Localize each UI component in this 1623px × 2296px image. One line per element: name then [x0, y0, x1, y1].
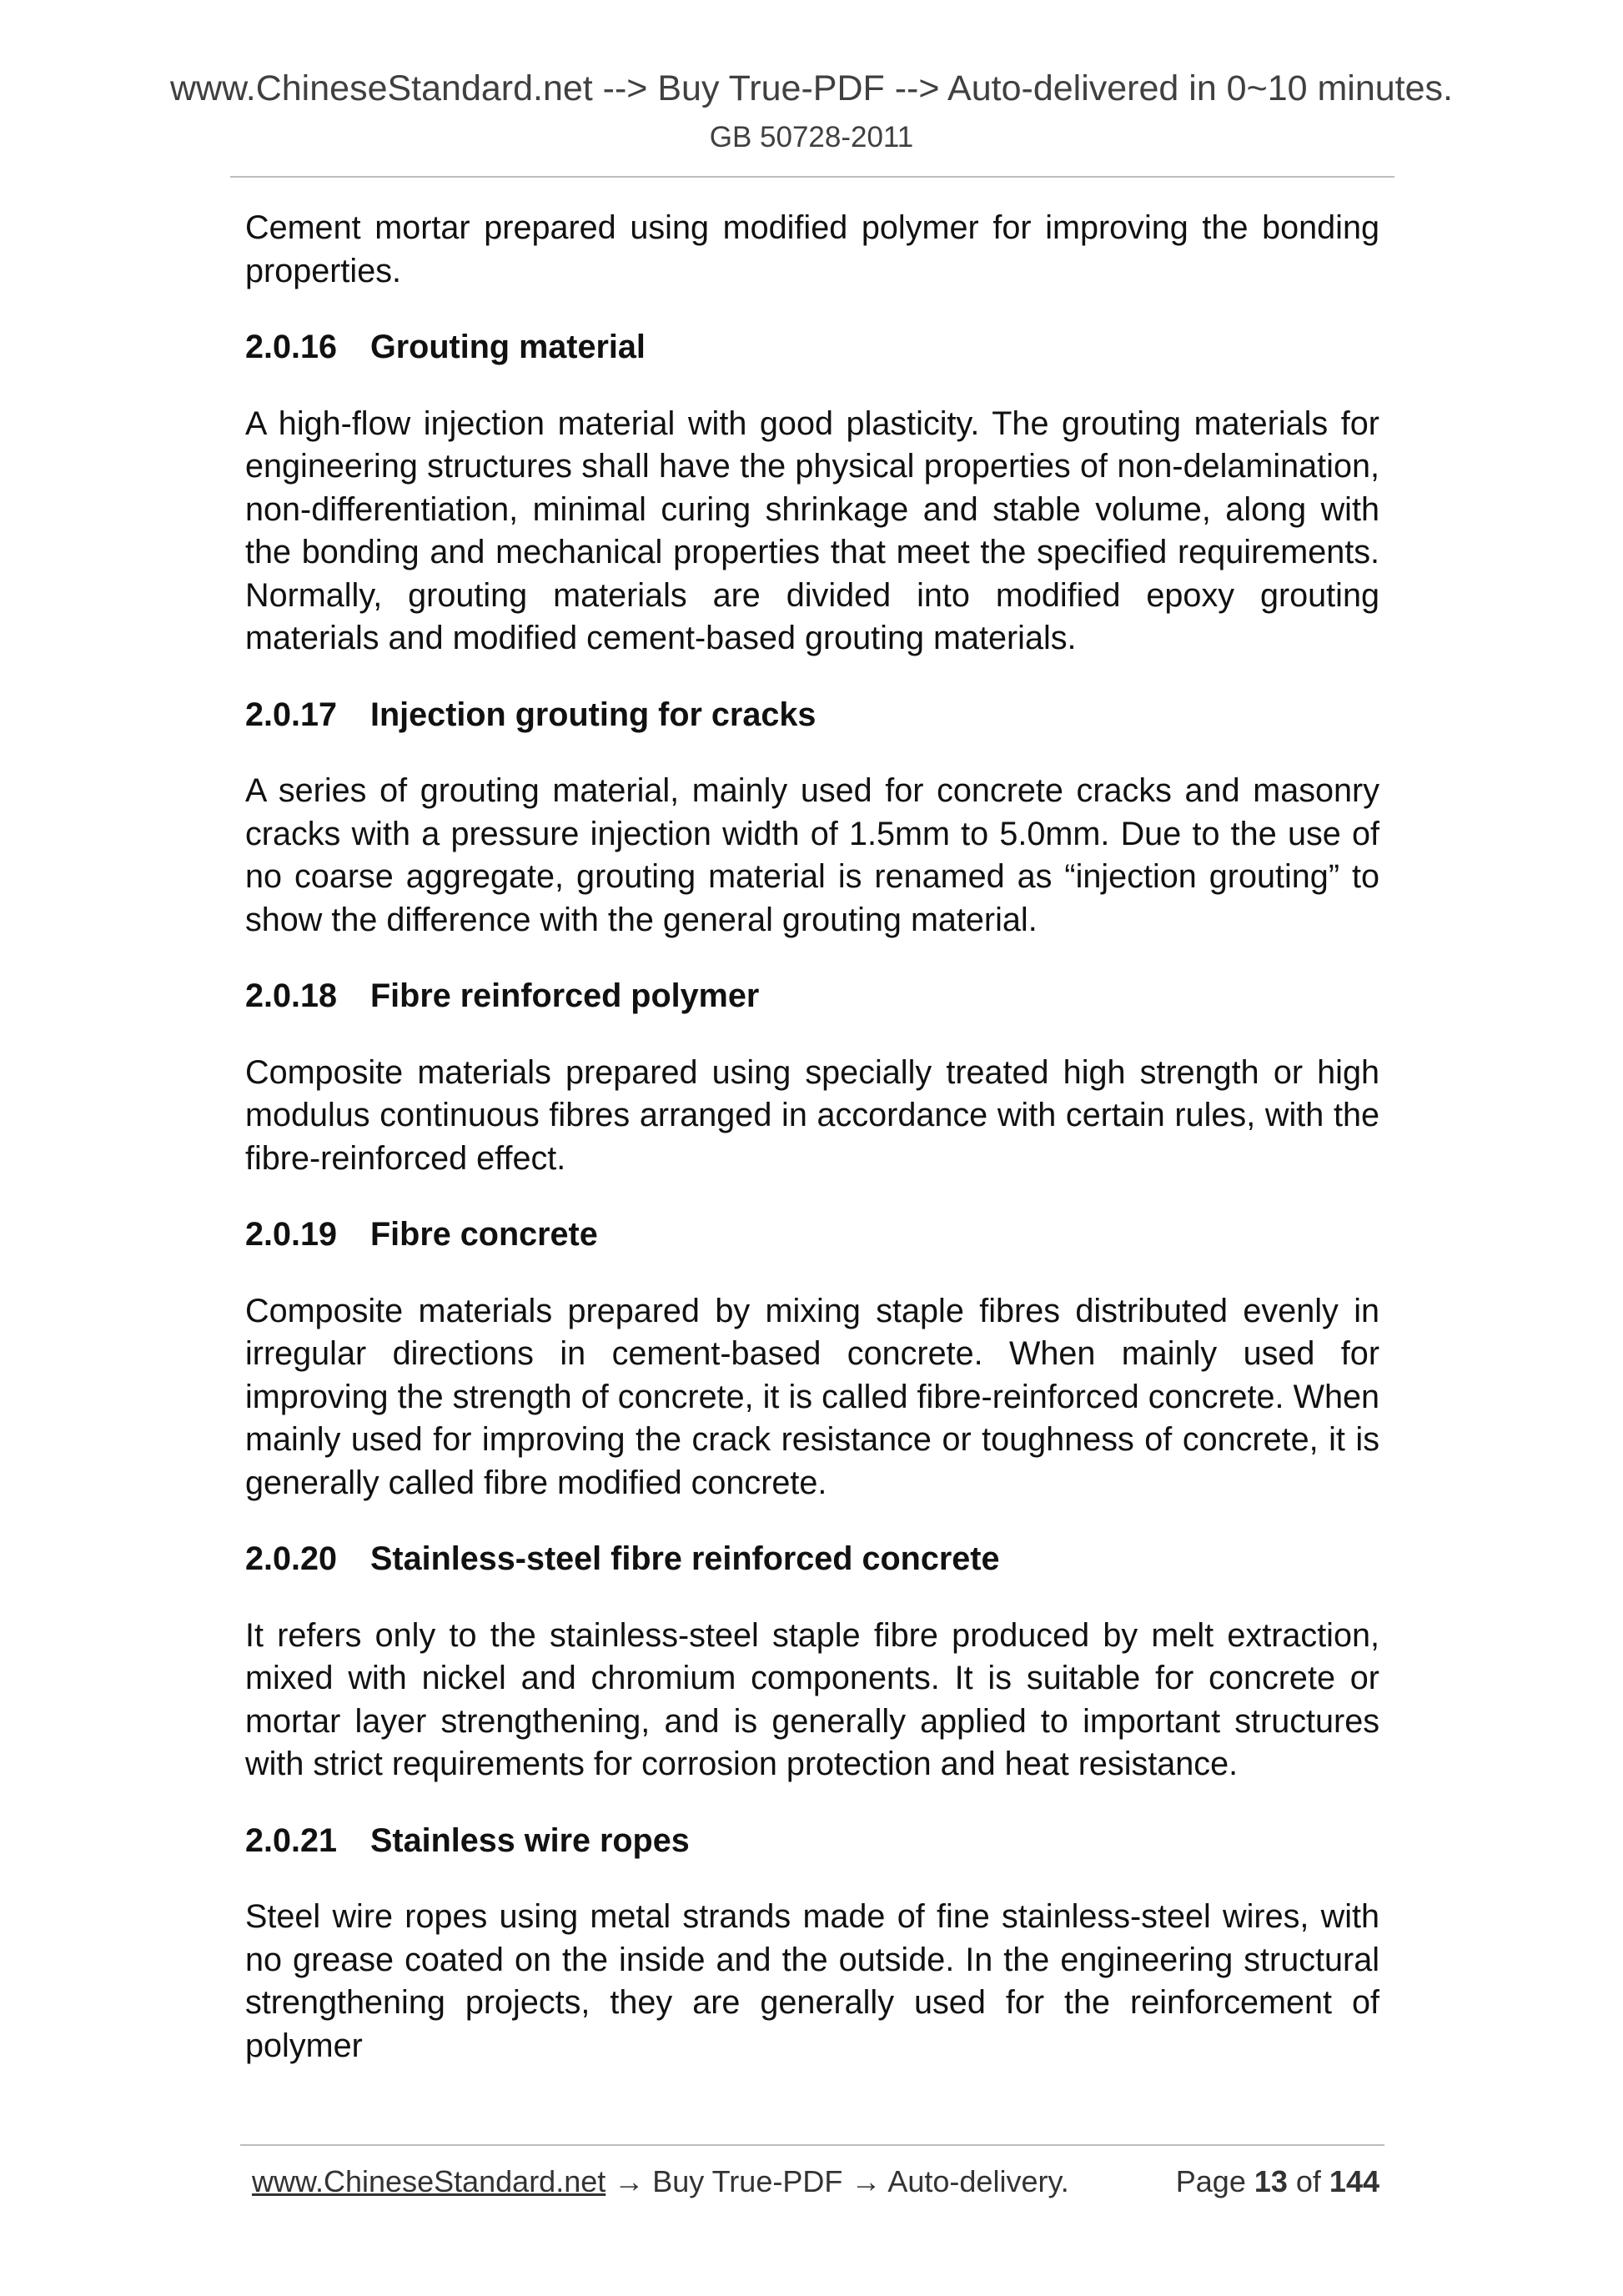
page-indicator — [1176, 2160, 1379, 2203]
section-number: 2.0.18 — [245, 977, 338, 1014]
of-word: of — [1287, 2164, 1329, 2198]
footer-divider — [240, 2144, 1384, 2146]
section-title: Fibre concrete — [370, 1216, 598, 1253]
section-heading-2-0-17 — [245, 694, 1379, 737]
section-number: 2.0.20 — [245, 1540, 338, 1577]
footer-promo — [252, 2160, 1069, 2203]
page-word: Page — [1175, 2164, 1254, 2198]
section-heading-2-0-18 — [245, 975, 1379, 1018]
section-text-2-0-17: A series of grouting material, mainly used for concrete cracks and masonry cracks with a pressure injection width of 1.5mm to 5.0mm. Due to the use of no coarse aggregate, grouting material is renamed as “injection grouting” to show the difference with the general grouting material. — [245, 772, 1379, 938]
header-promo-line: www.ChineseStandard.net --> Buy True-PDF --> Auto-delivered in 0~10 minutes. — [169, 68, 1453, 108]
intro-paragraph: Cement mortar prepared using modified polymer for improving the bonding properties. — [245, 209, 1379, 289]
section-text-2-0-21: Steel wire ropes using metal strands made of fine stainless-steel wires, with no grease coated on the inside and the outside. In the engineering structural strengthening projects, they are generally used for the reinforcement of polymer — [245, 1898, 1379, 2064]
section-heading-2-0-16 — [245, 326, 1379, 369]
section-number: 2.0.19 — [245, 1216, 338, 1253]
section-text-2-0-18: Composite materials prepared using specially treated high strength or high modulus continuous fibres arranged in accordance with certain rules, with the fibre-reinforced effect. — [245, 1053, 1379, 1177]
document-body — [245, 207, 1379, 2101]
section-number: 2.0.21 — [245, 1821, 338, 1859]
section-heading-2-0-19 — [245, 1213, 1379, 1257]
section-title: Fibre reinforced polymer — [370, 977, 760, 1014]
footer-buy-text: Buy True-PDF — [652, 2164, 843, 2198]
arrow-right-icon: → — [605, 2164, 653, 2198]
section-number: 2.0.17 — [245, 696, 338, 733]
section-title: Stainless wire ropes — [370, 1821, 690, 1859]
section-text-2-0-20: It refers only to the stainless-steel staple fibre produced by melt extraction, mixed with nickel and chromium components. It is suitable for concrete or mortar layer strengthening, and is generally applied to important structures with strict requirements for corrosion protection and heat resistance. — [245, 1616, 1379, 1782]
page-number: 13 — [1254, 2164, 1288, 2198]
section-heading-2-0-20 — [245, 1538, 1379, 1581]
page-header — [0, 63, 1623, 157]
page-footer — [252, 2160, 1379, 2203]
standard-code: GB 50728-2011 — [709, 121, 914, 153]
footer-delivery-text: Auto-delivery. — [887, 2164, 1069, 2198]
section-title: Injection grouting for cracks — [370, 696, 817, 733]
arrow-right-icon: → — [842, 2164, 888, 2198]
section-number: 2.0.16 — [245, 329, 338, 365]
section-text-2-0-16: A high-flow injection material with good plasticity. The grouting materials for engineering structures shall have the physical properties of non-delamination, non-differentiation, minimal curing shrinkage and stable volume, along with the bonding and mechanical properties that meet the specified requirements. Normally, grouting materials are divided into modified epoxy grouting materials and modified cement-based grouting materials. — [245, 404, 1379, 656]
section-heading-2-0-21 — [245, 1820, 1379, 1863]
header-divider — [230, 176, 1394, 178]
site-link[interactable]: www.ChineseStandard.net — [252, 2164, 606, 2198]
total-pages: 144 — [1329, 2164, 1379, 2198]
section-title: Stainless-steel fibre reinforced concrete — [370, 1540, 1000, 1577]
section-text-2-0-19: Composite materials prepared by mixing staple fibres distributed evenly in irregular directions in cement-based concrete. When mainly used for improving the strength of concrete, it is called fibre-reinforced concrete. When mainly used for improving the crack resistance or toughness of concrete, it is generally called fibre modified concrete. — [245, 1292, 1379, 1501]
section-title: Grouting material — [370, 329, 646, 365]
